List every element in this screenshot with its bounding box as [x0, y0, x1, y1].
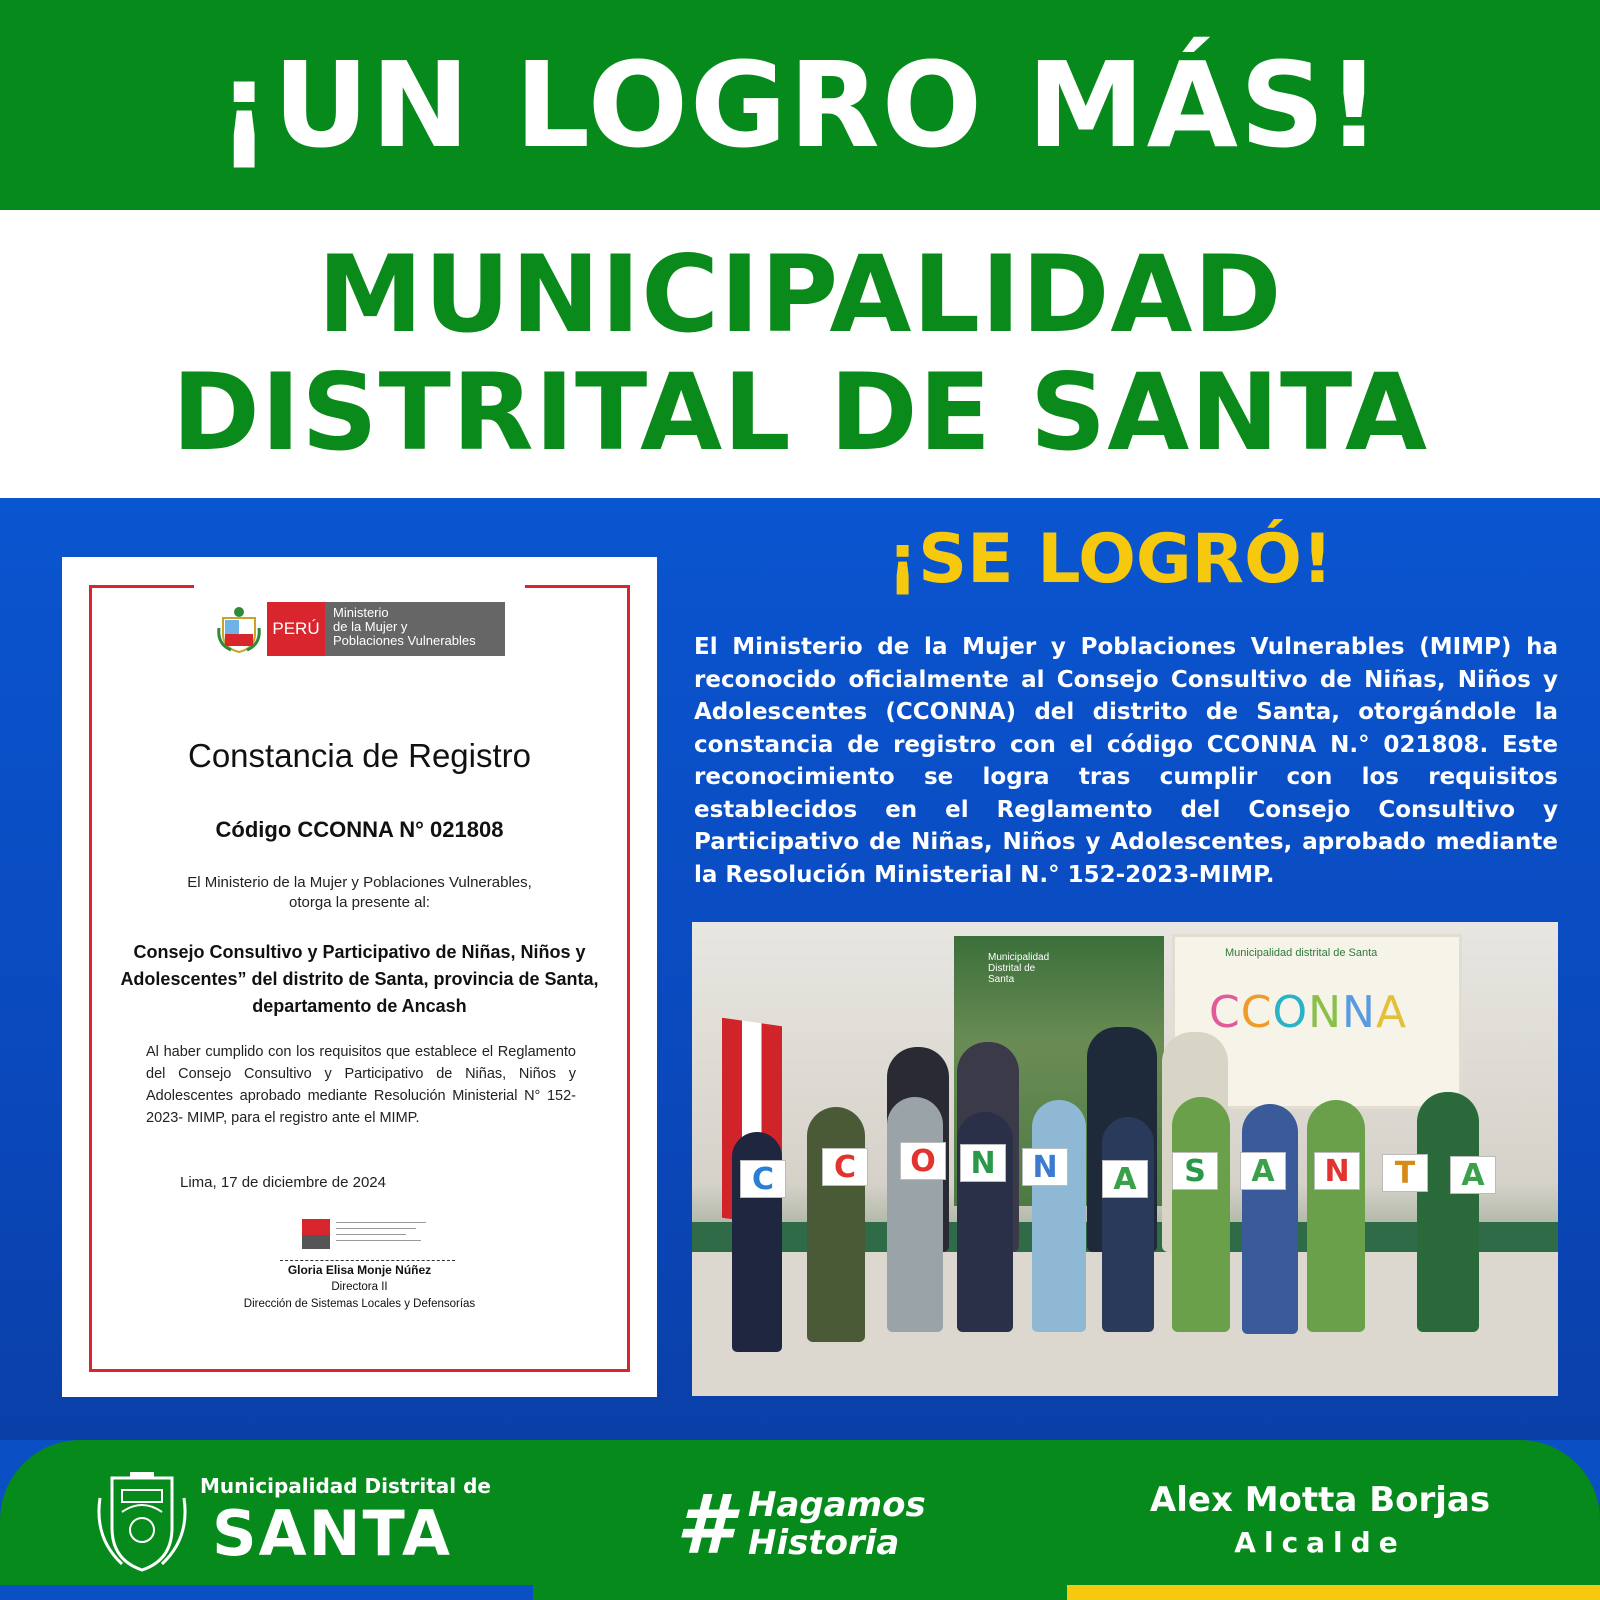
title-banner — [0, 210, 1600, 498]
municipality-label: Municipalidad Distrital de — [200, 1474, 491, 1498]
certificate-date: Lima, 17 de diciembre de 2024 — [180, 1174, 386, 1191]
municipality-name: SANTA — [212, 1497, 452, 1570]
letter-card: S — [1172, 1152, 1218, 1190]
ministry-logo — [217, 601, 505, 657]
hashtag-line-2: Historia — [748, 1523, 900, 1563]
signer-department: Dirección de Sistemas Locales y Defensorías — [243, 1298, 476, 1310]
hashtag-line-1: Hagamos — [748, 1485, 926, 1525]
hashtag-logo — [676, 1478, 946, 1573]
top-banner — [0, 0, 1600, 210]
headline: ¡UN LOGRO MÁS! — [217, 36, 1383, 174]
peru-label: PERÚ — [267, 602, 325, 656]
certificate-code: Código CCONNA N° 021808 — [215, 817, 504, 842]
ministry-line-1: Ministerio — [333, 605, 389, 620]
grant-line-2: otorga la presente al: — [289, 894, 430, 911]
ministry-line-3: Poblaciones Vulnerables — [333, 633, 476, 648]
signer-name: Gloria Elisa Monje Núñez — [287, 1263, 432, 1277]
ministry-line-2: de la Mujer y — [333, 619, 408, 634]
title-line-2: DISTRITAL DE SANTA — [171, 351, 1429, 474]
letter-card: C — [740, 1160, 786, 1198]
announcement-text: El Ministerio de la Mujer y Poblaciones Vulnerables (MIMP) ha reconocido oficialmente al Consejo Consultivo de Niñas, Niños y Adolescentes (CCONNA) del distrito de Santa, otorgándole la constancia de registro con el código CCONNA N.° 021808. Este reconocimiento se logra tras cumplir con los requisitos establecidos en el Reglamento del Consejo Consultivo y Participativo de Niñas, Niños y Adolescentes, aprobado mediante la Resolución Ministerial N.° 152-2023-MIMP. — [694, 634, 1558, 888]
mayor-role: Alcalde — [1234, 1526, 1406, 1559]
letter-card: A — [1240, 1152, 1286, 1190]
municipal-crest-icon — [92, 1468, 192, 1574]
letter-card: N — [1314, 1152, 1360, 1190]
peru-coat-of-arms-icon — [217, 604, 261, 654]
group-photo — [692, 922, 1558, 1396]
letter-card: N — [1022, 1148, 1068, 1186]
letter-card: N — [960, 1144, 1006, 1182]
letter-card: O — [900, 1142, 946, 1180]
footer-color-stripe — [0, 1585, 1600, 1600]
certificate-grant-text — [62, 873, 657, 913]
signer-role-block — [62, 1279, 657, 1313]
certificate-document — [62, 557, 657, 1397]
title-line-1: MUNICIPALIDAD — [317, 233, 1283, 356]
digital-signature-stamp — [302, 1219, 452, 1255]
hashtag-icon: # — [676, 1478, 734, 1573]
certificate-entity: Consejo Consultivo y Participativo de Niñas, Niños y Adolescentes” del distrito de Santa, provincia de Santa, departamento de Ancash — [120, 942, 599, 1016]
achievement-headline: ¡SE LOGRÓ! — [887, 520, 1333, 599]
certificate-title: Constancia de Registro — [187, 737, 532, 774]
certificate-body: Al haber cumplido con los requisitos que establece el Reglamento del Consejo Consultivo y Participativo de Niñas, Niños y Adolescentes aprobado mediante Resolución Ministerial N° 152- 2023- MIMP, para el registro ante el MIMP. — [146, 1044, 576, 1126]
ministry-name — [325, 602, 505, 656]
letter-card: A — [1450, 1156, 1496, 1194]
banner-text: Municipalidad Distrital de Santa — [988, 952, 1050, 985]
screen-brand: Municipalidad distrital de Santa — [1225, 947, 1378, 959]
signature-line — [280, 1260, 455, 1261]
letter-card: A — [1102, 1160, 1148, 1198]
letter-card: C — [822, 1148, 868, 1186]
grant-line-1: El Ministerio de la Mujer y Poblaciones Vulnerables, — [187, 874, 532, 891]
letter-card: T — [1382, 1154, 1428, 1192]
mayor-name: Alex Motta Borjas — [1149, 1480, 1491, 1520]
signer-role: Directora II — [331, 1281, 388, 1293]
screen-word: CCONNA — [1209, 987, 1408, 1038]
